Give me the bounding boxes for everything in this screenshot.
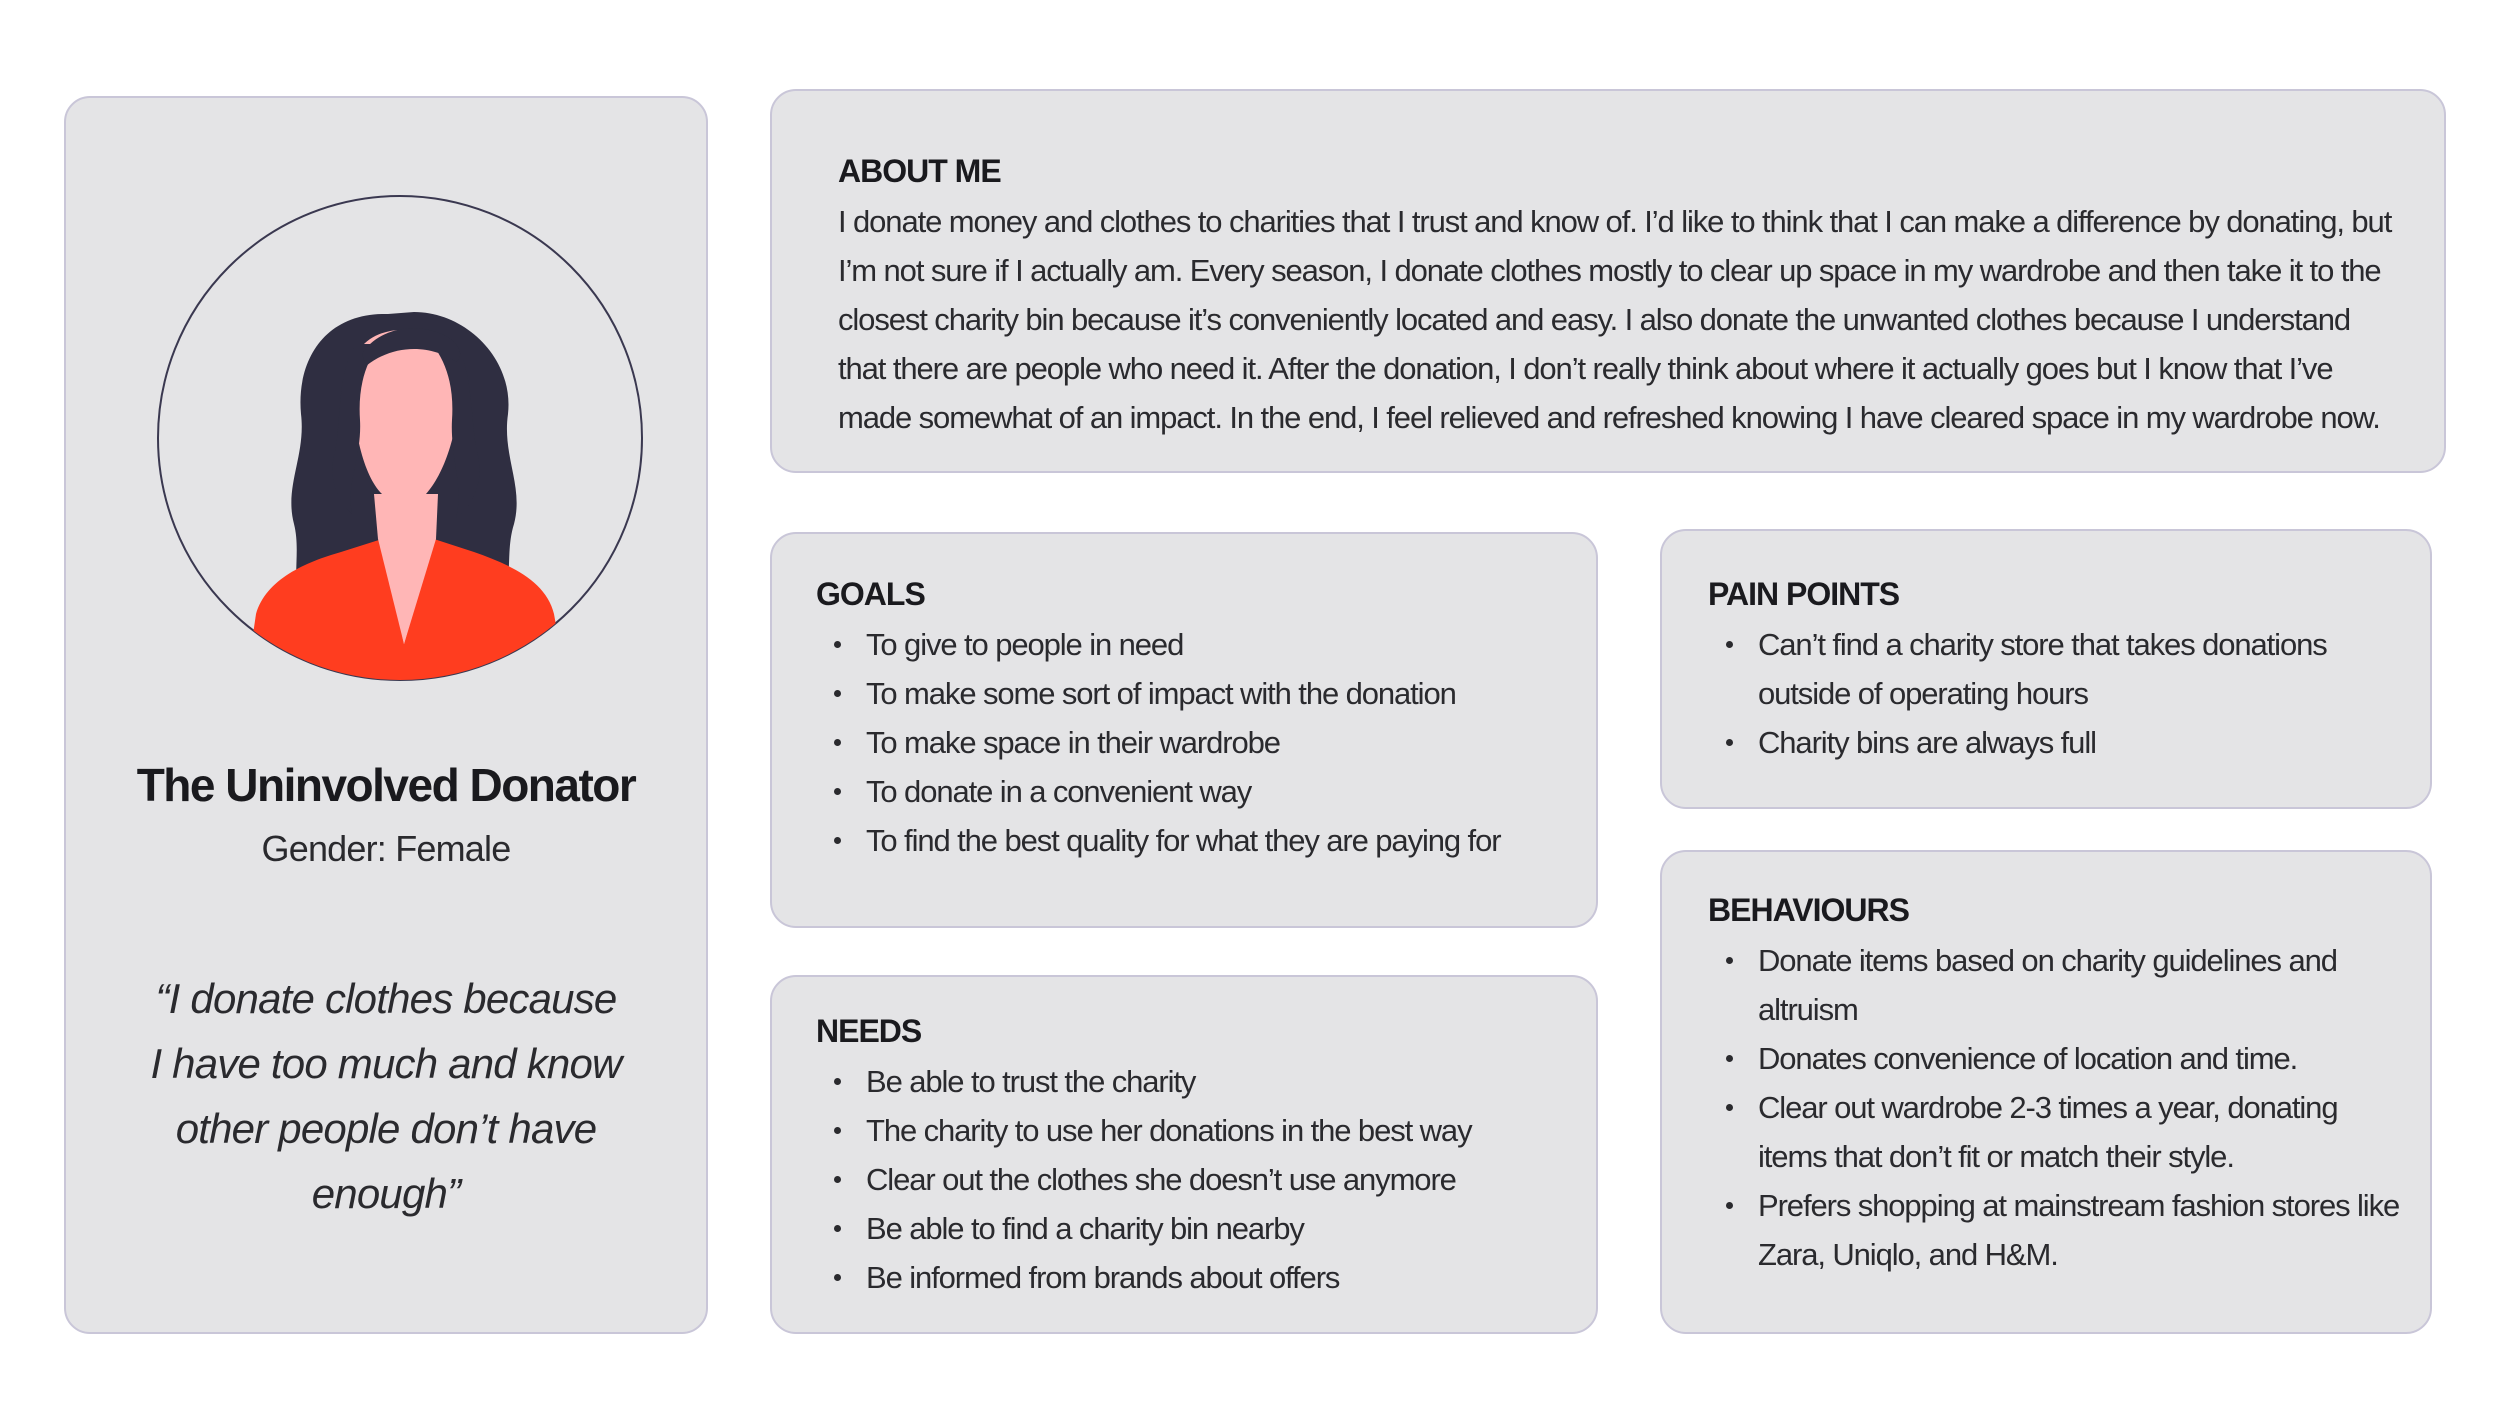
about-me-title: ABOUT ME: [838, 153, 1001, 189]
need-item: Clear out the clothes she doesn’t use anymore: [816, 1155, 1566, 1204]
persona-profile-card: [64, 96, 708, 1334]
behaviour-item: Prefers shopping at mainstream fashion stores like Zara, Uniqlo, and H&M.: [1708, 1181, 2400, 1279]
needs-list: [816, 1057, 1566, 1302]
needs-title: NEEDS: [816, 1013, 922, 1049]
behaviours-title: BEHAVIOURS: [1708, 892, 1909, 928]
avatar: [156, 194, 644, 682]
goals-title: GOALS: [816, 576, 925, 612]
persona-name: The Uninvolved Donator: [136, 759, 636, 811]
behaviour-item: Donate items based on charity guidelines and altruism: [1708, 936, 2400, 1034]
goal-item: To make space in their wardrobe: [816, 718, 1566, 767]
pain-points-list: [1708, 620, 2400, 767]
behaviour-item: Donates convenience of location and time.: [1708, 1034, 2400, 1083]
need-item: Be able to trust the charity: [816, 1057, 1566, 1106]
goal-item: To make some sort of impact with the donation: [816, 669, 1566, 718]
woman-avatar-icon: [156, 194, 644, 682]
goal-item: To donate in a convenient way: [816, 767, 1566, 816]
need-item: Be able to find a charity bin nearby: [816, 1204, 1566, 1253]
about-me-text: I donate money and clothes to charities that I trust and know of. I’d like to think that I can make a difference by donating, but I’m not sure if I actually am. Every season, I donate clothes mostly to clear up space in my wardrobe and then take it to the closest charity bin because it’s conveniently located and easy. I also donate the unwanted clothes because I understand that there are people who need it. After the donation, I don’t really think about where it actually goes but I know that I’ve made somewhat of an impact. In the end, I feel relieved and refreshed knowing I have cleared space in my wardrobe now.: [838, 204, 2392, 435]
pain-point-item: Charity bins are always full: [1708, 718, 2400, 767]
goal-item: To find the best quality for what they are paying for: [816, 816, 1566, 865]
pain-points-card: [1660, 529, 2432, 809]
goal-item: To give to people in need: [816, 620, 1566, 669]
pain-points-title: PAIN POINTS: [1708, 576, 1900, 612]
pain-point-item: Can’t find a charity store that takes donations outside of operating hours: [1708, 620, 2400, 718]
need-item: Be informed from brands about offers: [816, 1253, 1566, 1302]
needs-card: [770, 975, 1598, 1334]
goals-card: [770, 532, 1598, 928]
goals-list: [816, 620, 1566, 865]
behaviours-list: [1708, 936, 2400, 1279]
need-item: The charity to use her donations in the best way: [816, 1106, 1566, 1155]
behaviour-item: Clear out wardrobe 2-3 times a year, donating items that don’t fit or match their style.: [1708, 1083, 2400, 1181]
behaviours-card: [1660, 850, 2432, 1334]
persona-gender: Gender: Female: [261, 828, 511, 869]
persona-quote: “I donate clothes because I have too much and know other people don’t have enough”: [150, 975, 622, 1217]
about-me-card: [770, 89, 2446, 473]
